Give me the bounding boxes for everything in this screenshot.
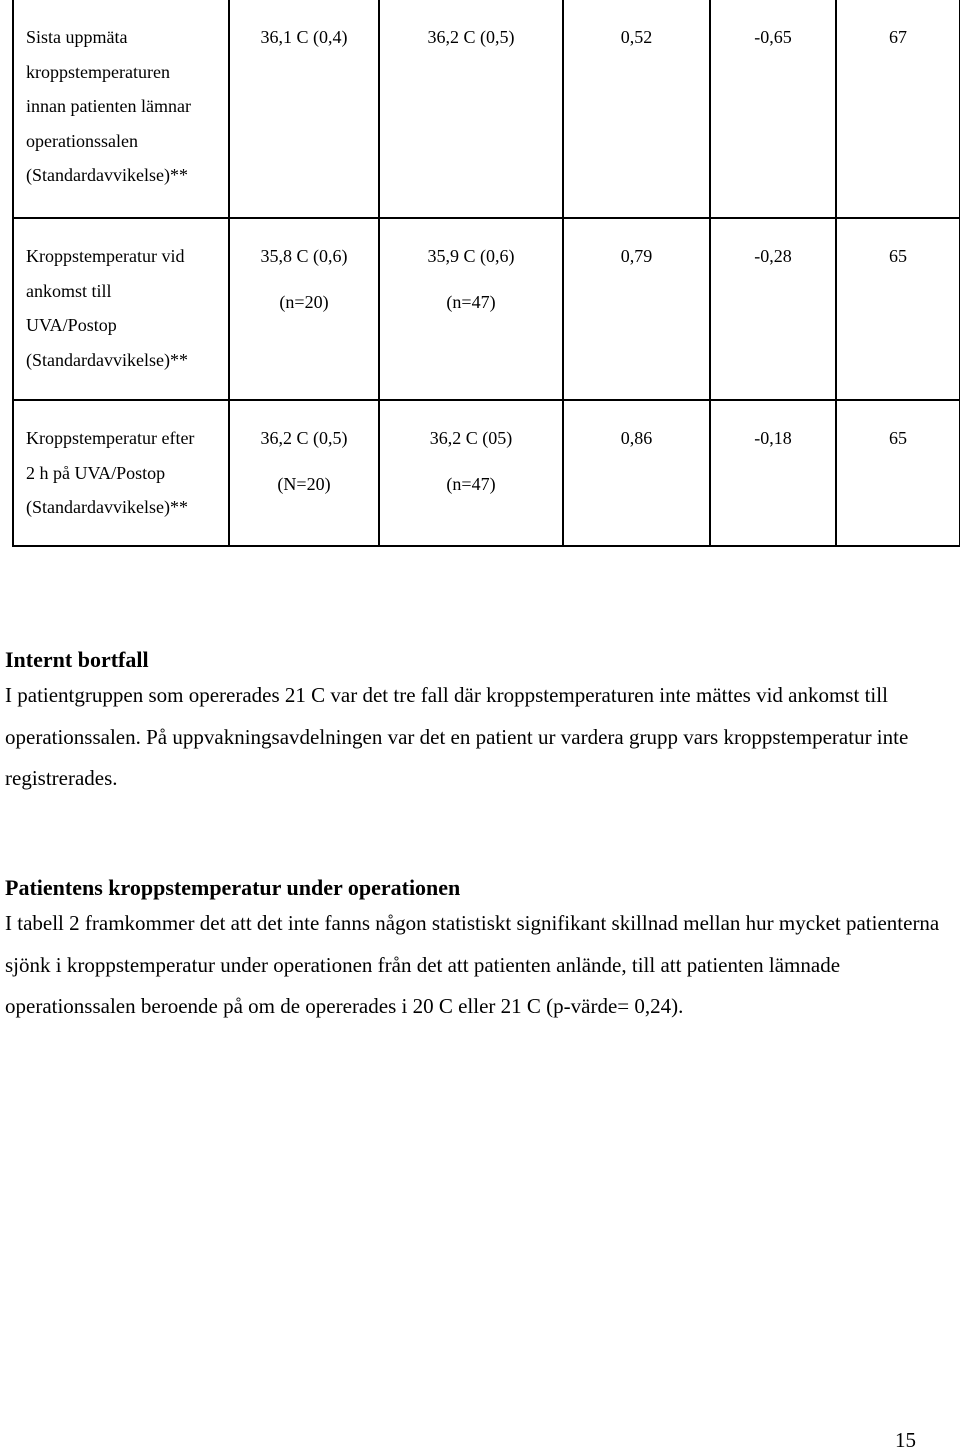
row-label-line: Sista uppmäta	[26, 27, 128, 47]
body-temp-section	[5, 873, 955, 1028]
row-label-cell	[13, 400, 229, 546]
p-value-cell	[563, 400, 710, 546]
row-label-line: Kroppstemperatur vid	[26, 246, 185, 266]
df-cell	[836, 218, 960, 400]
table-row	[13, 218, 960, 400]
row-label-cell	[13, 0, 229, 218]
row-label-line: operationssalen	[26, 130, 138, 151]
body-temp-text: I tabell 2 framkommer det att det inte fanns någon statistiskt signifikant skillnad mellan hur mycket patienterna sjönk i kroppstemperatur under operationen från det att patienten anlände, till att patienten lämnade operationssalen beroende på om de opererades i 20 C eller 21 C (p-värde= 0,24).	[5, 911, 940, 1018]
df-value: 65	[889, 428, 907, 448]
df-cell	[836, 0, 960, 218]
df-value: 65	[889, 246, 907, 266]
row-label-line: Kroppstemperatur efter	[26, 428, 195, 448]
ci-value: -0,65	[754, 27, 792, 47]
group-b-cell	[379, 218, 563, 400]
ci-value: -0,18	[754, 428, 792, 448]
ci-value: -0,28	[754, 246, 792, 266]
ci-cell	[710, 0, 836, 218]
group-b-value: 36,2 C (05)	[429, 428, 513, 448]
group-b-cell	[379, 0, 563, 218]
group-a-cell	[229, 0, 379, 218]
df-cell	[836, 400, 960, 546]
group-b-value: 35,9 C (0,6)	[427, 246, 515, 266]
ci-cell	[710, 218, 836, 400]
table-row	[13, 0, 960, 218]
row-label-cell	[13, 218, 229, 400]
group-a-value: 36,2 C (0,5)	[260, 428, 348, 448]
row-label-line: (Standardavvikelse)**	[26, 349, 188, 370]
p-value: 0,52	[620, 27, 653, 47]
results-table	[12, 0, 960, 547]
row-label-line: (Standardavvikelse)**	[26, 497, 188, 517]
row-label-line: kroppstemperaturen	[26, 61, 170, 82]
p-value: 0,79	[620, 246, 653, 266]
row-label-line: UVA/Postop	[26, 315, 117, 335]
p-value: 0,86	[620, 428, 653, 448]
internal-dropout-section	[5, 645, 955, 800]
row-label-line: 2 h på UVA/Postop	[26, 462, 166, 483]
group-a-value: 36,1 C (0,4)	[260, 27, 348, 47]
row-label-line: innan patienten lämnar	[26, 96, 191, 116]
group-a-value: 35,8 C (0,6)	[260, 246, 348, 266]
internal-dropout-heading: Internt bortfall	[5, 647, 149, 672]
group-b-n: (n=47)	[446, 291, 496, 312]
df-value: 67	[889, 27, 907, 47]
body-temp-heading: Patientens kroppstemperatur under operationen	[5, 875, 461, 900]
group-b-n: (n=47)	[446, 473, 496, 494]
group-b-cell	[379, 400, 563, 546]
row-label-line: ankomst till	[26, 280, 112, 301]
group-a-cell	[229, 218, 379, 400]
row-label-line: (Standardavvikelse)**	[26, 165, 188, 185]
internal-dropout-text: I patientgruppen som opererades 21 C var det tre fall där kroppstemperaturen inte mättes vid ankomst till operationssalen. På uppvakningsavdelningen var det en patient ur vardera grupp vars kroppstemperatur inte registrerades.	[5, 683, 909, 790]
group-a-n: (n=20)	[279, 291, 329, 312]
page-number: 15	[895, 1428, 916, 1452]
group-a-cell	[229, 400, 379, 546]
table-row	[13, 400, 960, 546]
group-b-value: 36,2 C (0,5)	[427, 27, 515, 47]
group-a-n: (N=20)	[277, 473, 331, 494]
p-value-cell	[563, 218, 710, 400]
ci-cell	[710, 400, 836, 546]
p-value-cell	[563, 0, 710, 218]
